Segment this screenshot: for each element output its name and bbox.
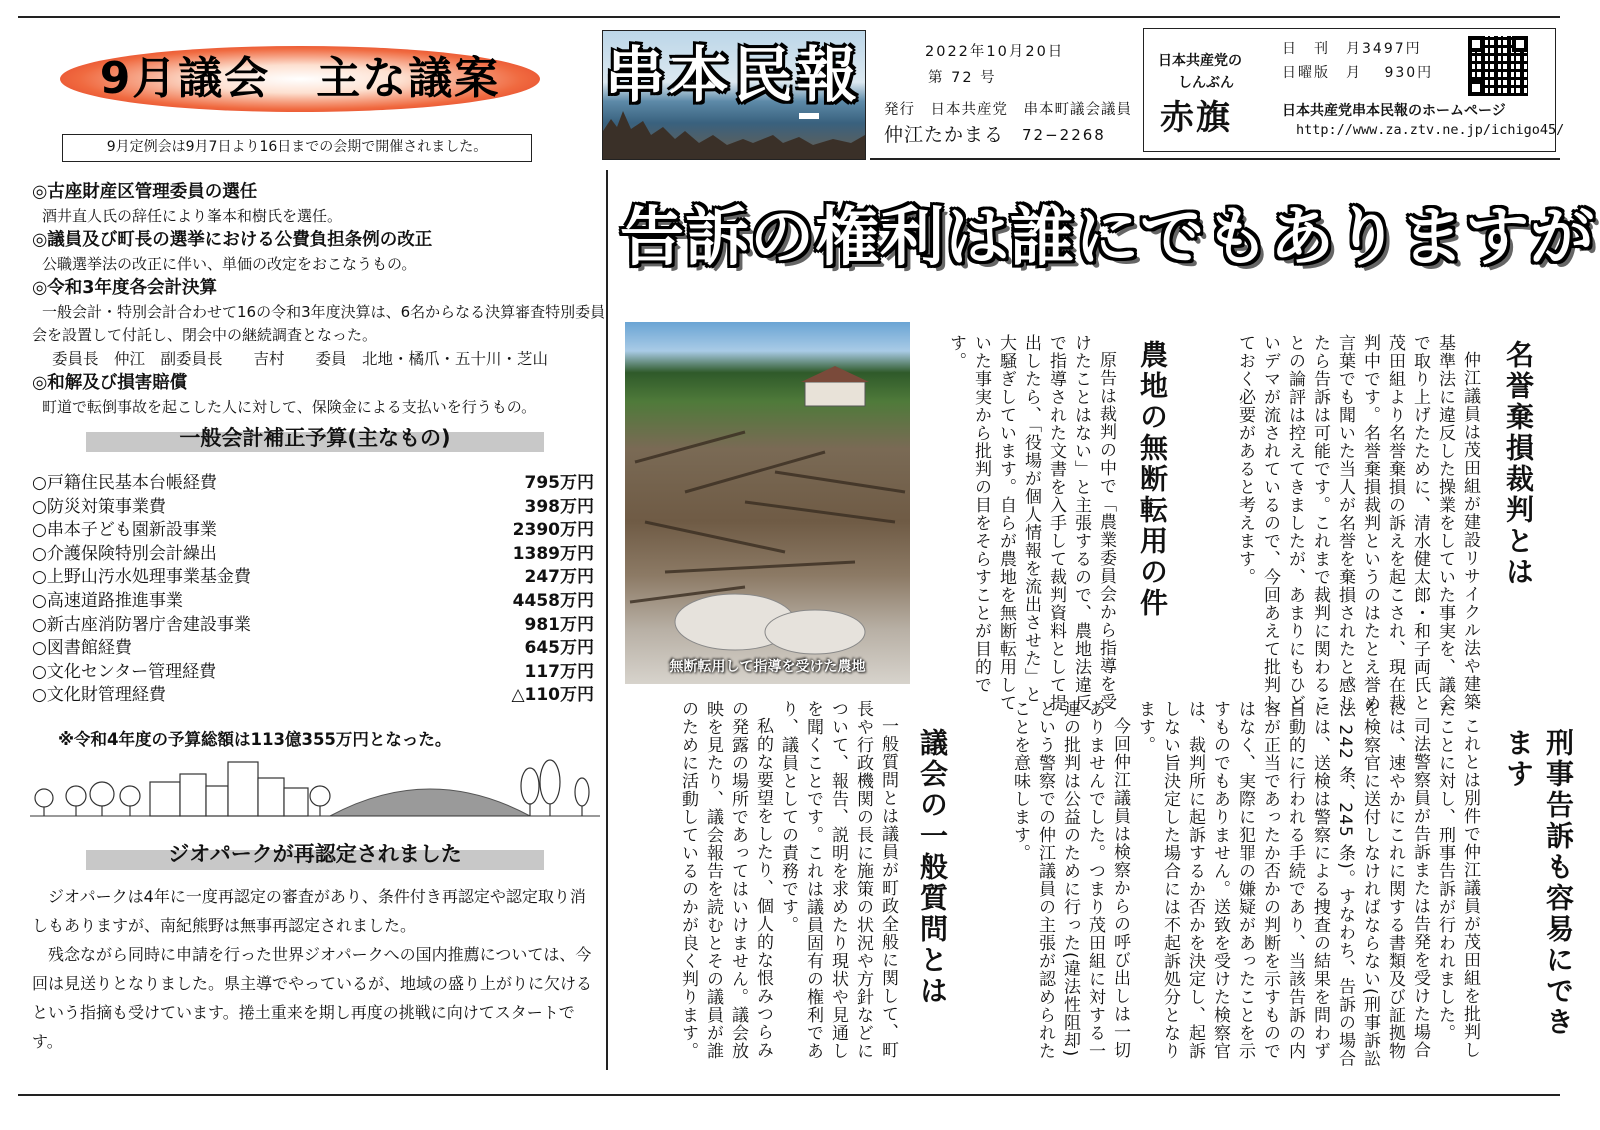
issue-date: 2022年10月20日 bbox=[925, 44, 1065, 60]
akahata-small-text: しんぶん bbox=[1178, 75, 1234, 91]
budget-item-value: △110万円 bbox=[511, 685, 594, 706]
top-rule bbox=[18, 16, 1560, 18]
article-paragraph: 原告は裁判の中で「農業委員会から指導を受けたことはない」と主張するので、農地法違反で指導された文書を入手して裁判資料として提出したら、「役場が個人情報を流出させた」と大騒ぎしています。自らが農地を無断転用していた事実から批判の目をそらすことが目的です。 bbox=[946, 334, 1116, 712]
agenda-desc: 酒井直人氏の辞任により峯本和樹氏を選任。 bbox=[42, 207, 343, 225]
bottom-rule bbox=[18, 1094, 1560, 1096]
person-name: 仲江たかまる bbox=[884, 124, 1005, 146]
agenda-title: ◎令和3年度各会計決算 bbox=[32, 278, 217, 298]
article-paragraph: 今回仲江議員は検察からの呼び出しは一切ありませんでした。つまり茂田組に対する一連の批判は公益のために行った(違法性阻却)という警察での仲江議員の主張が認められたことを意味します。 bbox=[1010, 700, 1130, 1060]
article-title-general: 議会の一般質問とは bbox=[916, 728, 949, 1007]
budget-row bbox=[32, 519, 594, 543]
committee-members: 委員長 仲江 副委員長 吉村 委員 北地・橘爪・五十川・芝山 bbox=[52, 350, 549, 368]
header-underline bbox=[870, 158, 1560, 160]
agenda-title: ◎古座財産区管理委員の選任 bbox=[32, 182, 258, 202]
homepage-label: 日本共産党串本民報のホームページ bbox=[1282, 103, 1506, 119]
budget-item-name: ○高速道路推進事業 bbox=[32, 590, 183, 611]
budget-item-name: ○文化センター管理経費 bbox=[32, 661, 217, 682]
geopark-paragraph: 残念ながら同時に申請を行った世界ジオパークへの国内推薦については、今回は見送りとなりました。県主導でやっているが、地域の盛り上がりに欠けるという指摘も受けています。捲土重来を期し再度の挑戦に向けてスタートです。 bbox=[32, 945, 593, 1051]
agenda-list bbox=[32, 180, 612, 419]
sunday-price: 日曜版 月 930円 bbox=[1282, 65, 1434, 81]
phone-number: 72−2268 bbox=[1022, 126, 1106, 144]
budget-item-name: ○串本子ども園新設事業 bbox=[32, 520, 217, 541]
article-paragraph: 一般質問とは議員が町政全般に関して、町長や行政機関の長に施策の状況や方針などについて、報告、説明を求めたり現状や見通しを聞くことです。これは議員固有の権利であり、議員としての責務です。 bbox=[778, 700, 898, 1060]
article-paragraph: 仲江議員は茂田組が建設リサイクル法や建築基準法に違反した操業をしていた事実を、議会で取り上げたために、清水健太郎・和子両氏と茂田組より名誉棄損の訴えを起こされ、現在裁判中です。名誉棄損裁判というのはたとえ誉め言葉でも聞いた当人が名誉を棄損されたと感じたら告訴は可能です。これまで裁判に関わることの論評は控えてきましたが、あまりにもひどいデマが流されているので、今回あえて批判しておく必要があると考えます。 bbox=[1235, 334, 1480, 712]
article-paragraph: 私的な要望をしたり、個人的な恨みつらみの発露の場所であってはいけません。議会放映を見たり、議会報告を読むとその議員が誰のために活動しているのかが良く判ります。 bbox=[678, 700, 773, 1060]
budget-item-value: 117万円 bbox=[524, 661, 594, 682]
budget-row bbox=[32, 661, 594, 685]
budget-row bbox=[32, 566, 594, 590]
agenda-desc: 一般会計・特別会計合わせて16の令和3年度決算は、6名からなる決算審査特別委員会を設置して付託し、閉会中の継続調査となった。 bbox=[32, 303, 606, 344]
geopark-article bbox=[32, 882, 592, 1056]
budget-item-value: 981万円 bbox=[524, 614, 594, 635]
budget-row bbox=[32, 496, 594, 520]
article-body-criminal bbox=[966, 700, 1482, 1070]
session-notice: 9月定例会は9月7日より16日までの会期で開催されました。 bbox=[62, 134, 532, 162]
article-paragraph: 司法警察員が告訴または告発を受けた場合には、速やかにこれに関する書類及び証拠物を検察官に送付しなければならない(刑事訴訟法 242 条、245 条)。すなわち、告訴の場合には、送検は警察による捜査の結果を問わず自動的に行われる手続であり、当該告訴の内容が正当であったか否かの判断を示すものではなく、実際に犯罪の嫌疑があったことを示すものでもありません。送致を受けた検察官は、裁判所に起訴するか否かを決定し、起訴しない旨決定した場合には不起訴処分となります。 bbox=[1135, 700, 1430, 1068]
agenda-title: ◎和解及び損害賠償 bbox=[32, 373, 188, 393]
budget-item-value: 1389万円 bbox=[512, 543, 594, 564]
akahata-logo: 赤旗 bbox=[1160, 98, 1232, 138]
article-title-farmland: 農地の無断転用の件 bbox=[1136, 340, 1169, 619]
budget-row bbox=[32, 637, 594, 661]
homepage-url[interactable]: http://www.za.ztv.ne.jp/ichigo45/ bbox=[1296, 122, 1565, 138]
budget-item-value: 645万円 bbox=[524, 638, 594, 659]
town-illustration bbox=[30, 752, 600, 822]
budget-list bbox=[32, 472, 594, 708]
budget-row bbox=[32, 684, 594, 708]
budget-item-value: 4458万円 bbox=[512, 590, 594, 611]
budget-item-name: ○戸籍住民基本台帳経費 bbox=[32, 473, 217, 493]
publisher: 発行 日本共産党 串本町議会議員 bbox=[884, 102, 1132, 118]
budget-row bbox=[32, 590, 594, 614]
article-title-defamation: 名誉棄損裁判とは bbox=[1502, 340, 1535, 588]
budget-item-value: 398万円 bbox=[524, 496, 594, 517]
budget-row bbox=[32, 472, 594, 496]
article-paragraph: これとは別件で仲江議員が茂田組を批判したことに対し、刑事告訴が行われました。 bbox=[1435, 700, 1480, 1059]
debris-illustration bbox=[625, 322, 910, 684]
budget-note: ※令和4年度の予算総額は113億355万円となった。 bbox=[58, 730, 452, 749]
photo-caption: 無断転用して指導を受けた農地 bbox=[669, 659, 866, 675]
budget-item-name: ○介護保険特別会計繰出 bbox=[32, 543, 217, 564]
budget-item-name: ○新古座消防署庁舎建設事業 bbox=[32, 614, 251, 635]
budget-item-name: ○図書館経費 bbox=[32, 638, 132, 659]
masthead-title: 串本民報 bbox=[605, 41, 861, 111]
budget-item-value: 795万円 bbox=[524, 473, 594, 493]
budget-row bbox=[32, 614, 594, 638]
budget-item-value: 2390万円 bbox=[512, 520, 594, 541]
issue-number: 第 72 号 bbox=[928, 70, 997, 86]
daily-price: 日 刊 月3497円 bbox=[1282, 41, 1422, 57]
article-body-defamation bbox=[1182, 334, 1482, 714]
geopark-title: ジオパークが再認定されました bbox=[168, 842, 462, 866]
agenda-title: ◎議員及び町長の選挙における公費負担条例の改正 bbox=[32, 230, 433, 250]
budget-row bbox=[32, 543, 594, 567]
qr-code-icon bbox=[1468, 36, 1528, 96]
article-body-general bbox=[634, 700, 900, 1070]
budget-item-name: ○防災対策事業費 bbox=[32, 496, 166, 517]
main-headline: 告訴の権利は誰にでもありますが bbox=[620, 201, 1595, 275]
agenda-desc: 公職選挙法の改正に伴い、単価の改定をおこなうもの。 bbox=[42, 255, 417, 273]
budget-item-value: 247万円 bbox=[524, 567, 594, 588]
budget-title: 一般会計補正予算(主なもの) bbox=[179, 426, 451, 450]
budget-item-name: ○上野山汚水処理事業基金費 bbox=[32, 567, 251, 588]
geopark-paragraph: ジオパークは4年に一度再認定の審査があり、条件付き再認定や認定取り消しもありますが、南紀熊野は無事再認定されました。 bbox=[32, 887, 586, 935]
akahata-small-text: 日本共産党の bbox=[1158, 53, 1242, 69]
farmland-photo bbox=[625, 322, 910, 684]
budget-item-name: ○文化財管理経費 bbox=[32, 685, 166, 706]
article-title-criminal: 刑事告訴も容易にできます bbox=[1502, 728, 1575, 1038]
article-body-farmland bbox=[920, 334, 1118, 714]
banner-title: 9月議会 主な議案 bbox=[99, 53, 501, 104]
agenda-desc: 町道で転倒事故を起こした人に対して、保険金による支払いを行うもの。 bbox=[42, 398, 537, 416]
